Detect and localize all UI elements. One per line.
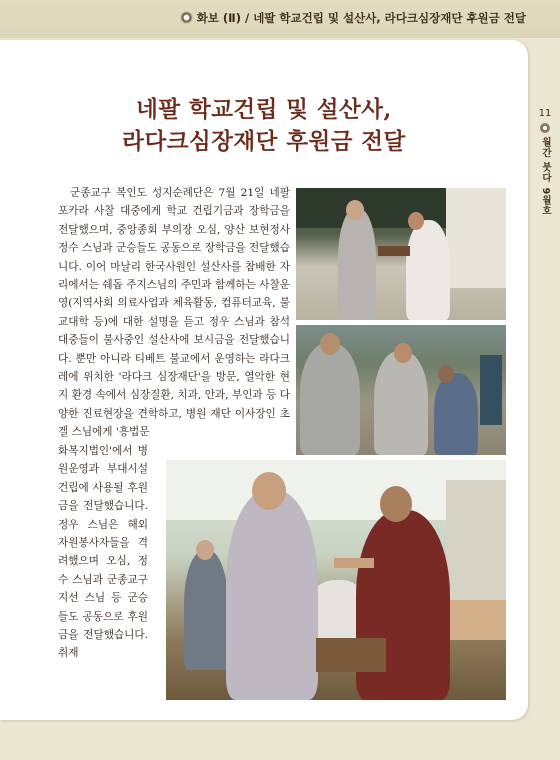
section-header-label: 화보 (Ⅱ) / 네팔 학교건립 및 설산사, 라다크심장재단 후원금 전달 xyxy=(196,11,526,25)
photo-donation-ceremony xyxy=(166,460,506,700)
article-title-line1: 네팔 학교건립 및 설산사, xyxy=(136,97,392,123)
issue-label: 월간 붓다 9월호 xyxy=(540,137,551,217)
page-tab xyxy=(532,108,558,216)
article-body: 군종교구 복인도 성지순례단은 7월 21일 네팔 포카라 사찰 대중에게 학교 건립기금과 장학금을 전달했으며, 중앙종회 부의장 오심, 양산 보현정사 정수 스님과 군승들도 공동으로 장학금을 전달했습니다. 이어 마날리 한국사원인 설산사를 참배한 자리에서는 쉐돕 주지스님의 주민과 함께하는 사찰운영(지역사회 의료사업과 체육활동, 컴퓨터교육, 불교대학 등)에 대한 설명을 듣고 정우 스님과 참석 대중들이 불사중인 설산사에 보시금을 전달했습니다. 뿐만 아니라 티베트 불교에서 운영하는 라다크 레에 위치한 '라다크 심장재단'을 방문, 열악한 현지 환경 속에서 심장질환, 치과, 안과, 부인과 등 다양한 진료현장을 견학하고, 병원 재단 이사장인 초겔 스님에게 '흥법문 xyxy=(58,187,290,439)
photo-temple-donation xyxy=(296,188,506,320)
page-number: 11 xyxy=(538,108,552,119)
section-header xyxy=(180,10,526,26)
lotus-icon xyxy=(540,123,550,133)
article-body-tail: 화복지법인'에서 병원운영과 부대시설 건립에 사용될 후원금을 전달했습니다. 정우 스님은 해외 자원봉사자들을 격려했으며 오심, 정수 스님과 군종교구 지선 스님 등 군승들도 공동으로 후원금을 전달했습니다. 취재 xyxy=(58,445,148,660)
photo-group-monks xyxy=(296,325,506,455)
article-title-line2: 라다크심장재단 후원금 전달 xyxy=(122,129,406,155)
lotus-icon xyxy=(180,11,193,24)
